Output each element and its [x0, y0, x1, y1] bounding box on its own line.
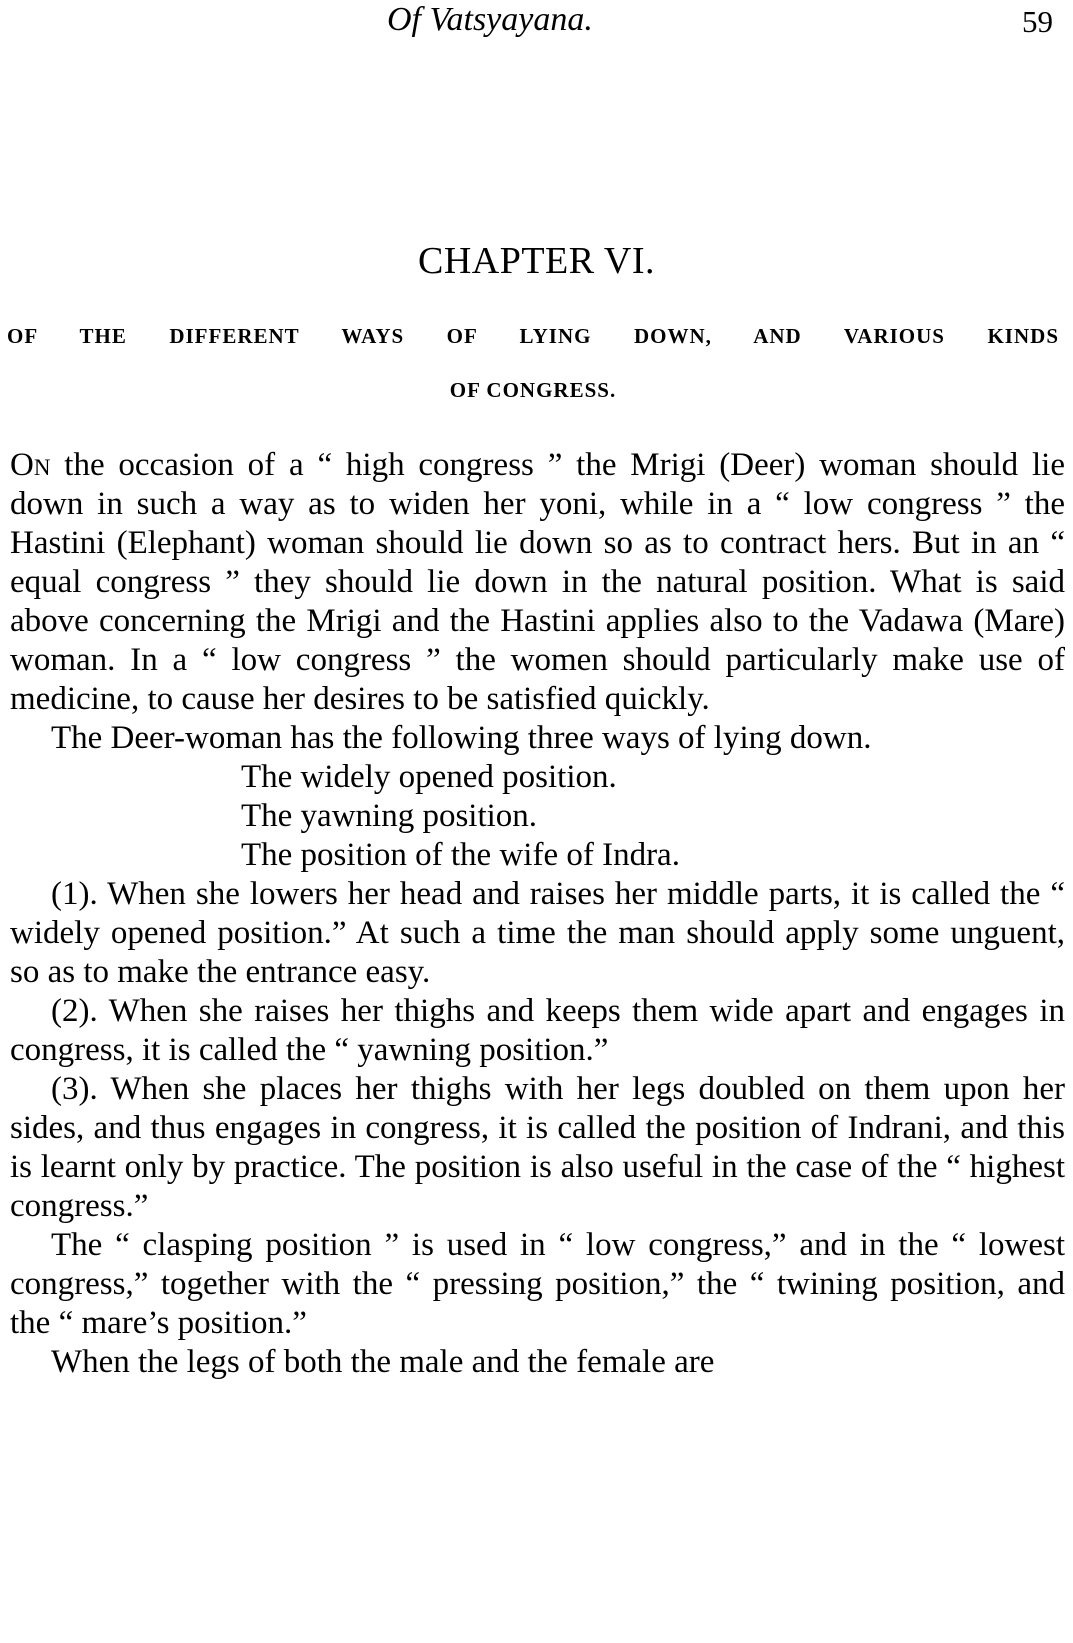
paragraph-6: The “ clasping position ” is used in “ low congress,” and in the “ lowest congress,” together with the “ pressing position,” the “ twining position, and the “ mare’s position.” — [10, 1227, 1065, 1341]
position-item-3: The position of the wife of Indra. — [241, 837, 680, 873]
page-number: 59 — [1022, 4, 1053, 39]
position-item-1: The widely opened position. — [241, 759, 617, 795]
position-item-2: The yawning position. — [241, 798, 538, 834]
chapter-subtitle-line-1: OF THE DIFFERENT WAYS OF LYING DOWN, AND VARIOUS KINDS — [7, 324, 1059, 348]
paragraph-4: (2). When she raises her thighs and keeps them wide apart and engages in congress, it is called the “ yawning position.” — [10, 993, 1065, 1068]
positions-list — [10, 758, 1065, 875]
paragraph-3: (1). When she lowers her head and raises her middle parts, it is called the “ widely opened position.” At such a time the man should apply some unguent, so as to make the entrance easy. — [10, 876, 1065, 990]
paragraph-1-text: the occasion of a “ high congress ” the Mrigi (Deer) woman should lie down in such a way as to widen her yoni, while in a “ low congress ” the Hastini (Elephant) woman should lie down so as to contract hers. But in an “ equal congress ” they should lie down in the natural position. What is said above concerning the Mrigi and the Hastini applies also to the Vadawa (Mare) woman. In a “ low congress ” the women should particularly make use of medicine, to cause her desires to be satisfied quickly. — [10, 447, 1065, 717]
paragraph-1-lead: On — [10, 447, 51, 483]
paragraph-7: When the legs of both the male and the female are — [51, 1344, 715, 1380]
paragraph-2: The Deer-woman has the following three ways of lying down. — [51, 720, 872, 756]
paragraph-1 — [10, 446, 1065, 719]
chapter-subtitle-line-2: OF CONGRESS. — [449, 378, 617, 402]
chapter-title: CHAPTER VI. — [417, 240, 656, 282]
body-text — [10, 446, 1065, 1382]
paragraph-5: (3). When she places her thighs with her legs doubled on them upon her sides, and thus engages in congress, it is called the position of Indrani, and this is learnt only by practice. The position is also useful in the case of the “ highest congress.” — [10, 1071, 1065, 1224]
running-title: Of Vatsyayana. — [387, 1, 593, 38]
